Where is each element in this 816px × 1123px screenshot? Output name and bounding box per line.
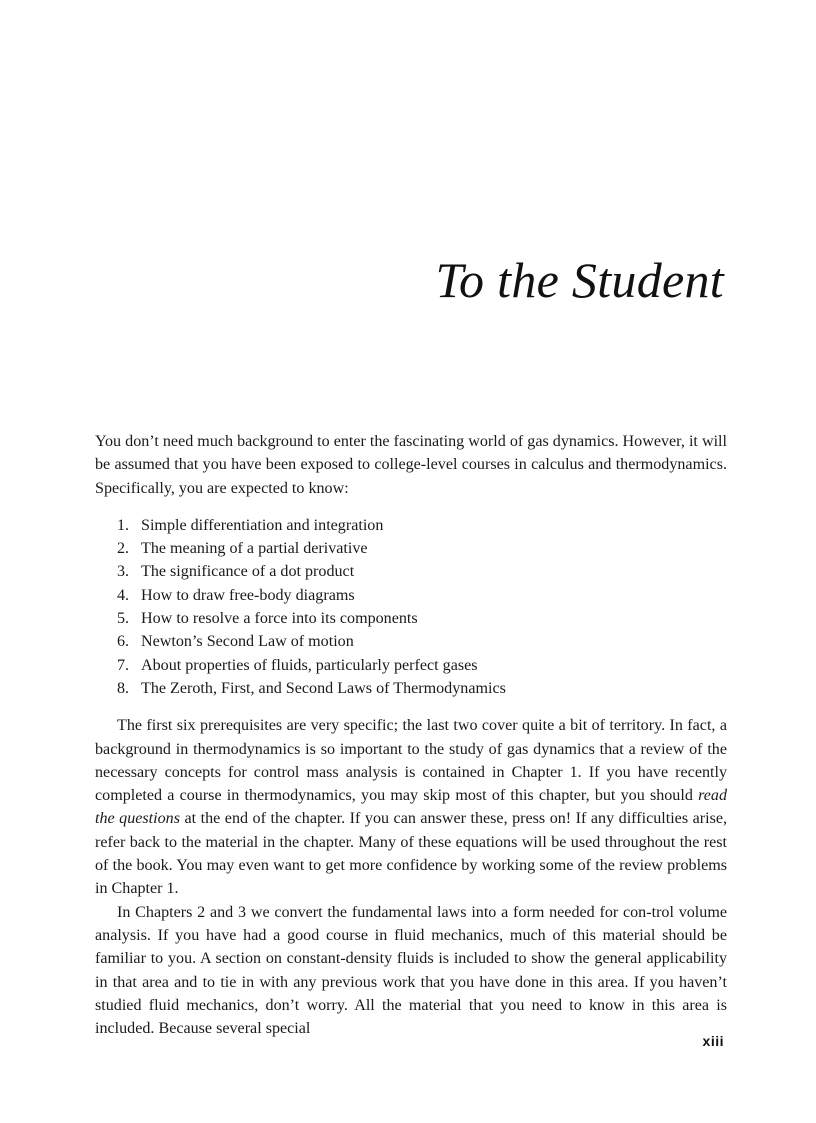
list-item-text: How to resolve a force into its components bbox=[141, 610, 418, 628]
list-item-text: About properties of fluids, particularly perfect gases bbox=[141, 656, 478, 674]
intro-paragraph: You don’t need much background to enter the fascinating world of gas dynamics. However, it will be assumed that you have been exposed to college-level courses in calculus and thermodynamics. Specifically, you are expected to know: bbox=[95, 433, 727, 497]
paragraph-text: The first six prerequisites are very specific; the last two cover quite a bit of territory. In fact, a background in thermodynamics is so important to the study of gas dynamics that a review of the necessary concepts for control mass analysis is contained in Chapter 1. If you have recently completed a course in thermodynamics, you may skip most of this chapter, but you should bbox=[95, 717, 727, 805]
list-item-number: 6. bbox=[117, 633, 130, 651]
page-number: xiii bbox=[702, 1033, 724, 1049]
prerequisites-paragraph bbox=[95, 714, 727, 900]
list-item-number: 7. bbox=[117, 656, 130, 674]
list-item bbox=[117, 584, 727, 607]
prerequisite-list bbox=[95, 514, 727, 700]
list-item bbox=[117, 537, 727, 560]
body-text bbox=[95, 430, 727, 1040]
list-item-text: Simple differentiation and integration bbox=[141, 516, 384, 534]
list-item-number: 5. bbox=[117, 610, 130, 628]
list-item-text: The significance of a dot product bbox=[141, 563, 355, 581]
control-volume-paragraph: In Chapters 2 and 3 we convert the fundamental laws into a form needed for con-trol volume analysis. If you have had a good course in fluid mechanics, much of this material should be familiar to you. A section on constant-density fluids is included to show the general applicability in that area and to tie in with any previous work that you have done in this area. If you haven’t studied fluid mechanics, don’t worry. All the material that you need to know in this area is included. Because several special bbox=[95, 903, 727, 1038]
page-title: To the Student bbox=[435, 252, 724, 308]
list-item-text: The meaning of a partial derivative bbox=[141, 540, 368, 558]
list-item-text: The Zeroth, First, and Second Laws of Thermodynamics bbox=[141, 679, 506, 697]
list-item-number: 3. bbox=[117, 563, 130, 581]
list-item bbox=[117, 654, 727, 677]
paragraph-text: at the end of the chapter. If you can answer these, press on! If any difficulties arise, refer back to the material in the chapter. Many of these equations will be used throughout the rest of the book. You may even want to get more confidence by working some of the review problems in Chapter 1. bbox=[95, 810, 727, 898]
list-item-number: 1. bbox=[117, 516, 130, 534]
list-item bbox=[117, 630, 727, 653]
list-item-number: 2. bbox=[117, 540, 130, 558]
list-item bbox=[117, 677, 727, 700]
list-item-number: 8. bbox=[117, 679, 130, 697]
list-item-text: How to draw free-body diagrams bbox=[141, 586, 355, 604]
list-item bbox=[117, 607, 727, 630]
list-item-number: 4. bbox=[117, 586, 130, 604]
list-item-text: Newton’s Second Law of motion bbox=[141, 633, 354, 651]
list-item bbox=[117, 514, 727, 537]
emphasized-text: read the questions bbox=[95, 787, 727, 828]
list-item bbox=[117, 560, 727, 583]
